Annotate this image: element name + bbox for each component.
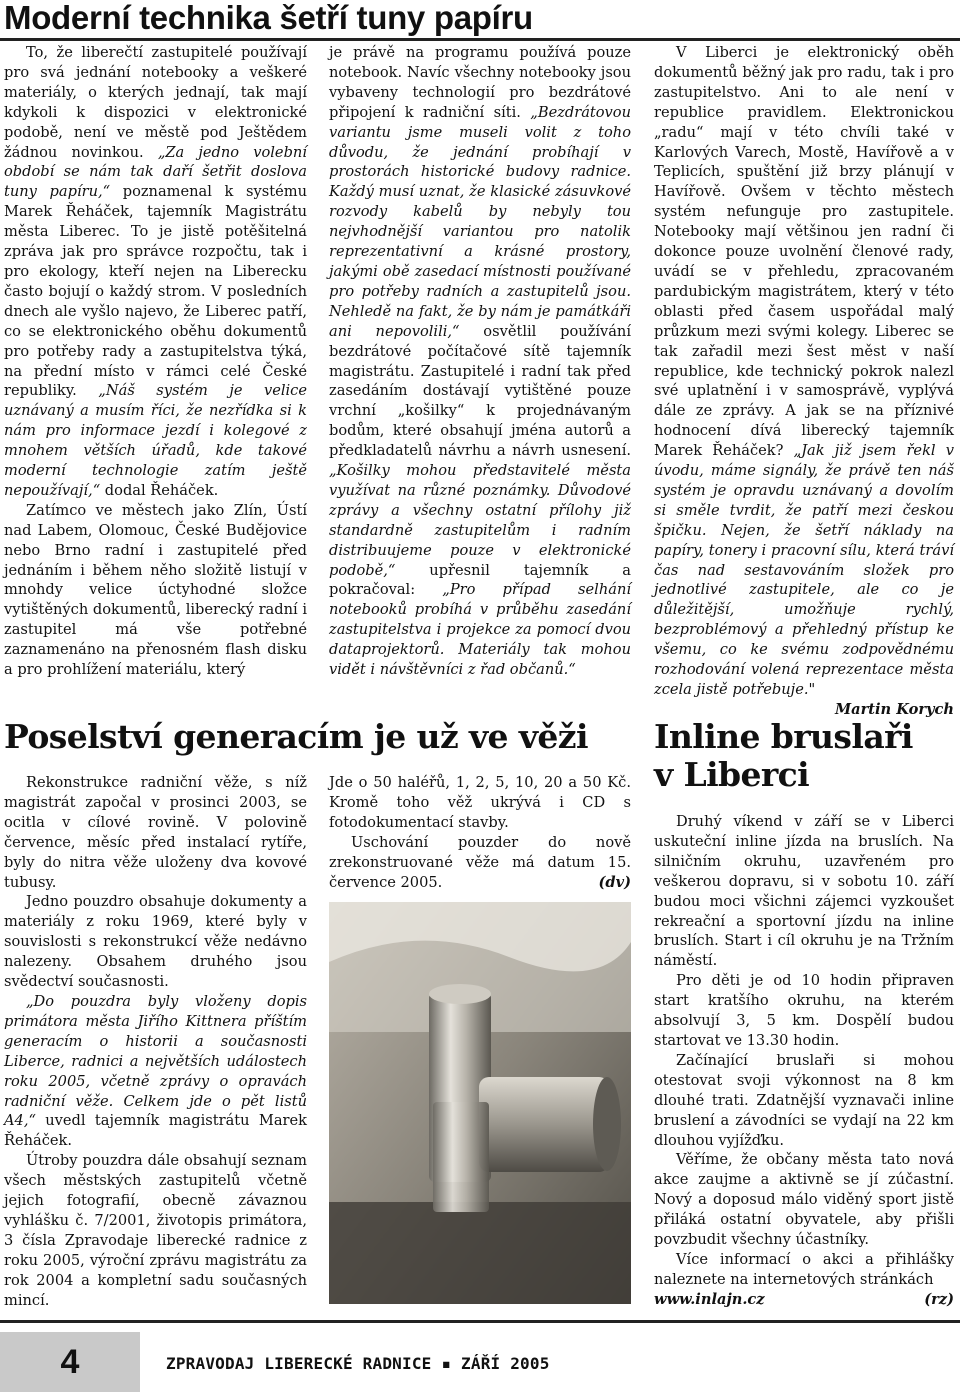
article3-paragraph-3: Začínající bruslaři si mohou otestovat svoji výkonnost na 8 km dlouhé trati. Zdatnější vyznavači inline bruslení a závodníci se vydají na 22 km dlouhou vyjížďku. xyxy=(654,1051,954,1149)
time-capsule-illustration xyxy=(329,902,631,1304)
text-run: To, že liberečtí zastupitelé používají pro svá jednání notebooky a veškeré materiály, o kterých jednají, tak mají kdykoli k dispozici v elektronické podobě, není ve městě pod Ještědem žádnou novinkou. xyxy=(4,44,307,161)
text-run: dodal Řeháček. xyxy=(100,481,219,499)
article3-paragraph-4: Věříme, že občany města tato nová akce zaujme a aktivně se jí zúčastní. Nový a doposud málo viděný sport jistě přiláká ostatní obyvatele, aby přišli povzbudit všechny účastníky. xyxy=(654,1151,954,1249)
article3-paragraph-1: Druhý víkend v září se v Liberci uskuteční inline jízda na bruslích. Na silničním okruhu, uzavřeném pro veškerou dopravu, si v sobotu 10. září budou moci všichni zájemci vyzkoušet rekreační a sportovní jízdu na inline bruslích. Start i cíl okruhu je na Tržním náměstí. xyxy=(654,813,954,970)
article1-col3-paragraph xyxy=(654,43,954,700)
article2-quote: „Do pouzdra byly vloženy dopis primátora města Jiřího Kittnera příštím generacím o historii a současnosti Liberce, radnici a největších událostech roku 2005, včetně zprávy o opravách radniční věže. Celkem jde o pět listů A4,“ xyxy=(4,992,307,1130)
text-run: V Liberci je elektronický oběh dokumentů běžný jak pro radu, tak i pro zastupitelstvo. Ani to ale není v republice pravidlem. Elektronickou „radu“ mají v této chvíli také v Karlových Varech, Mostě, Havířově a v Teplicích, spuštění již brzy plánují v Havířově. Ovšem v těchto městech systém nefunguje pro zastupitele. Notebooky mají většinou jen radní či dokonce pouze uvolnění členové rady, uvádí se v přehledu, zpracovaném pardubickým magistrátem, který v této oblasti před časem uspořádal malý průzkum mezi svými kolegy. Liberec se tak zařadil mezi šest měst v naší republice, kde technický pokrok nalezl své uplatnění i v samosprávě, vyplývá dále ze zprávy. A jak se na příznivé hodnocení dívá liberecký tajemník Marek Řeháček? xyxy=(654,44,954,460)
article3-column xyxy=(654,812,954,1310)
article3-headline-line-2: v Liberci xyxy=(654,755,810,794)
article2-paragraph-1: Rekonstrukce radniční věže, s níž magistrát započal v prosinci 2003, se ocitla v cílové rovině. V polovině července, měsíc před instalací rytíře, byly do nitra věže uloženy dva kovové tubusy. xyxy=(4,774,307,891)
article3-link-line xyxy=(654,1290,954,1310)
article2-paragraph-2: Jedno pouzdro obsahuje dokumenty a materiály z roku 1969, které byly v souvislosti s rekonstrukcí věže nedávno nalezeny. Obsahem druhého jsou svědectví současnosti. xyxy=(4,893,307,991)
article1-column-1 xyxy=(4,43,307,680)
page-number: 4 xyxy=(60,1342,80,1381)
text-run: upřesnil tajemník a pokračoval: xyxy=(329,561,631,599)
article1-column-2 xyxy=(329,43,631,680)
issue-date: ZÁŘÍ 2005 xyxy=(461,1354,550,1373)
article2-signature: (dv) xyxy=(598,873,631,891)
quote-run: „Bezdrátovou variantu jsme museli volit z toho důvodu, že jednání probíhají v prostorách historické budovy radnice. Každý musí uznat, že klasické zásuvkové rozvody kabelů by nebyly tou nejvhodnější variantou pro natolik reprezentativní a krásné prostory, jakými obě zasedací místnosti používané pro potřeby radních a zastupitelů jsou. Nehledě na fakt, že by nám je památkáři ani nepovolili,“ xyxy=(329,103,631,340)
article2-paragraph-3 xyxy=(4,992,307,1151)
quote-run: „Jak již jsem řekl v úvodu, máme signály, že právě ten náš systém je opravdu uznávaný a dovolím si směle tvrdit, že patří mezi českou špičku. Nejen, že šetří náklady na papíry, tonery i pracovní sílu, která tráví čas nad sestavováním složek pro jednotlivé zastupitele, ale co je důležitější, umožňuje rychlý, bezproblémový a přehledný přístup ke všemu, co ke svému zodpovědnému rozhodování volená reprezentace města zcela jistě potřebuje." xyxy=(654,442,954,698)
quote-run: „Pro případ selhání notebooků probíhá v průběhu zasedání zastupitelstva i projekce za pomocí dvou dataprojektorů. Materiály tak mohou vidět i návštěvníci z řad občanů.“ xyxy=(329,581,632,679)
article2-paragraph-4: Útroby pouzdra dále obsahují seznam všech městských zastupitelů včetně jejich fotografií, obecně závaznou vyhlášku č. 7/2001, životopis primátora, 3 čísla Zpravodaje liberecké radnice z roku 2005, výroční zprávu magistrátu za rok 2004 a kompletní sadu současných mincí. xyxy=(4,1152,307,1309)
article3-paragraph-5: Více informací o akci a přihlášky naleznete na internetových stránkách xyxy=(654,1250,954,1288)
publication-name: ZPRAVODAJ LIBERECKÉ RADNICE xyxy=(166,1354,432,1373)
article1-headline: Moderní technika šetří tuny papíru xyxy=(4,0,533,36)
article2-column-2 xyxy=(329,773,631,892)
footer-title xyxy=(166,1354,550,1373)
article1-col1-paragraph-2: Zatímco ve městech jako Zlín, Ústí nad Labem, Olomouc, České Budějovice nebo Brno radní i zastupitelé před jednáním i během něho složitě listují v mnohdy velice úctyhodné složce vytištěných dokumentů, liberecký radní i zastupitel má vše potřebné zaznamenáno na přenosném flash disku a pro prohlížení materiálu, který xyxy=(4,501,307,679)
article2-headline: Poselství generacím je už ve věži xyxy=(4,717,588,756)
article3-paragraph-2: Pro děti je od 10 hodin připraven start kratšího okruhu, na kterém absolvují 3, 5 km. Dospělí budou startovat ve 13.30 hodin. xyxy=(654,972,954,1049)
article2-paragraph-6-text: Uschování pouzder do nově zrekonstruované věže má datum 15. července 2005. xyxy=(329,833,631,891)
footer-rule xyxy=(0,1320,960,1323)
text-run: je právě na programu používá pouze notebook. Navíc všechny notebooky jsou vybaveny technologií pro bezdrátové připojení k radniční síti. xyxy=(329,44,631,121)
article2-paragraph-5: Jde o 50 haléřů, 1, 2, 5, 10, 20 a 50 Kč. Kromě toho věž ukrývá i CD s fotodokumentací stavby. xyxy=(329,774,631,831)
article1-signature: Martin Korych xyxy=(834,700,954,718)
inlajn-website-link[interactable]: www.inlajn.cz xyxy=(654,1290,765,1308)
article1-col2-paragraph xyxy=(329,43,631,680)
article1-column-3 xyxy=(654,43,954,720)
article2-column-1 xyxy=(4,773,307,1310)
article1-col1-paragraph xyxy=(4,43,307,501)
article3-headline xyxy=(654,718,954,794)
article3-signature: (rz) xyxy=(924,1290,954,1308)
article2-quote-attribution: uvedl tajemník magistrátu Marek Řeháček. xyxy=(4,1112,307,1150)
footer-separator: ▪ xyxy=(441,1354,452,1373)
quote-run: „Za jedno volební období se nám tak daří šetřit doslova tuny papíru,“ xyxy=(4,143,307,201)
page-number-box xyxy=(0,1332,140,1392)
article2-paragraph-6 xyxy=(329,833,631,893)
text-run: poznamenal k systému Marek Řeháček, tajemník Magistrátu města Liberec. To je jistě potěšitelná zpráva jak pro správce rozpočtu, tak i pro ekology, kteří nejen na Liberecku často bojují o každý strom. V posledních dnech ale vyšlo najevo, že Liberec patří, co se elektronického oběhu dokumentů pro potřeby rady a zastupitelstva týká, na přední místo v rámci celé České republiky. xyxy=(4,183,307,400)
text-run: osvětlil používání bezdrátové počítačové sítě tajemník magistrátu. Zastupitelé i radní tak před zasedáním dostávají vytištěné pouze vrchní „košilky“ k projednávaným bodům, které obsahují jména autorů a předkladatelů návrhu a návrh usnesení. xyxy=(329,322,631,460)
quote-run: „Náš systém je velice uznávaný a musím říci, že nezřídka si k nám pro informace jezdí i kolegové z mnohem větších úřadů, kde takové moderní technologie zatím ještě nepoužívají,“ xyxy=(4,382,307,499)
time-capsule-photo xyxy=(329,902,631,1304)
quote-run: „Košilky mohou představitelé města využívat na různé poznámky. Důvodové zprávy a všechny ostatní přílohy již standardně zastupitelům i radním distribuujeme pouze v elektronické podobě,“ xyxy=(329,462,631,579)
article3-headline-line-1: Inline bruslaři xyxy=(654,717,913,756)
